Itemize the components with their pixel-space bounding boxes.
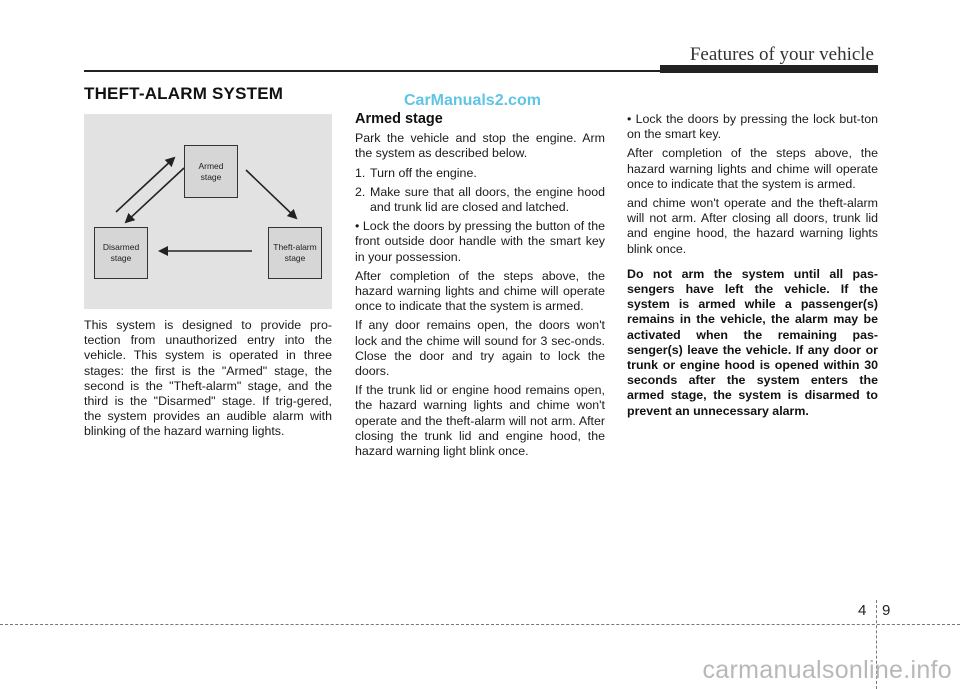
header-rule [84,70,664,72]
armed-stage-heading: Armed stage [355,111,443,127]
chapter-number: 4 [858,602,867,619]
disarmed-stage-label: Disarmed [102,242,140,252]
armed-confirm-paragraph: After completion of the steps above, the hazard warning lights and chime will operate once to indicate that the system is armed. [355,268,605,314]
step-text: Make sure that all doors, the engine hood and trunk lid are closed and latched. [370,184,605,215]
watermark-top: CarManuals2.com [404,92,541,109]
door-open-paragraph: If any door remains open, the doors won't lock and the chime will sound for 3 sec-onds. Close the door and try again to lock the doors. [355,318,605,379]
step-number: 2. [355,184,366,199]
armed-intro-paragraph: Park the vehicle and stop the engine. Arm the system as described below. [355,131,605,161]
disarmed-stage-sublabel: stage [110,253,132,263]
theft-alarm-stage-box [268,227,322,279]
page-number: 9 [882,602,891,619]
lock-button-paragraph: • Lock the doors by pressing the button of the front outside door handle with the smart key in your possession. [355,219,605,264]
arrow-armed-to-theft [246,170,296,218]
intro-paragraph: This system is designed to provide pro-tection from unauthorized entry into the vehicle. This system is operated in three stages: the first is the "Armed" stage, the second is the "Theft-alarm" stage, and the third is the "Disarmed" stage. If trig-gered, the system provides an audible alarm with blinking of the hazard warning lights. [84,318,332,439]
footer-rule [0,624,960,625]
step-item [355,185,605,215]
stage-arrows [84,114,332,309]
step-number: 1. [355,165,366,180]
armed-stage-sublabel: stage [200,171,222,182]
stage-diagram [84,114,332,309]
armed-stage-box [184,145,238,198]
middle-column [355,112,605,463]
armed-stage-label: Armed [198,160,224,171]
theft-alarm-stage-label: Theft-alarm [273,242,317,252]
header-rule-accent [660,65,878,73]
header-title: Features of your vehicle [689,44,874,65]
trunk-open-paragraph: If the trunk lid or engine hood remains open, the hazard warning lights and chime won't operate and the theft-alarm will not arm. After closing the trunk lid and engine hood, the hazard warning light blink once. [355,383,605,459]
theft-alarm-stage-sublabel: stage [284,253,306,263]
right-column [627,112,878,423]
warning-paragraph: Do not arm the system until all pas-sengers have left the vehicle. If the system is armed while a passenger(s) remains in the vehicle, the alarm may be activated when the remaining pas-senger(s) leave the vehicle. If any door or trunk or engine hood is opened within 30 seconds after the system enters the armed stage, the system is disarmed to prevent an unnecessary alarm. [627,266,878,418]
smart-key-paragraph: • Lock the doors by pressing the lock but-ton on the smart key. [627,112,878,142]
step-item [355,166,605,181]
disarmed-stage-box [94,227,148,279]
section-title: THEFT-ALARM SYSTEM [84,84,284,103]
right-trunk-paragraph: and chime won't operate and the theft-alarm will not arm. After closing all doors, trunk lid and engine hood, the hazard warning lights blink once. [627,196,878,256]
step-text: Turn off the engine. [370,165,477,180]
right-confirm-paragraph: After completion of the steps above, the hazard warning lights and chime will operate once to indicate that the system is armed. [627,146,878,191]
watermark-bottom: carmanualsonline.info [702,656,952,684]
left-column [84,318,332,444]
